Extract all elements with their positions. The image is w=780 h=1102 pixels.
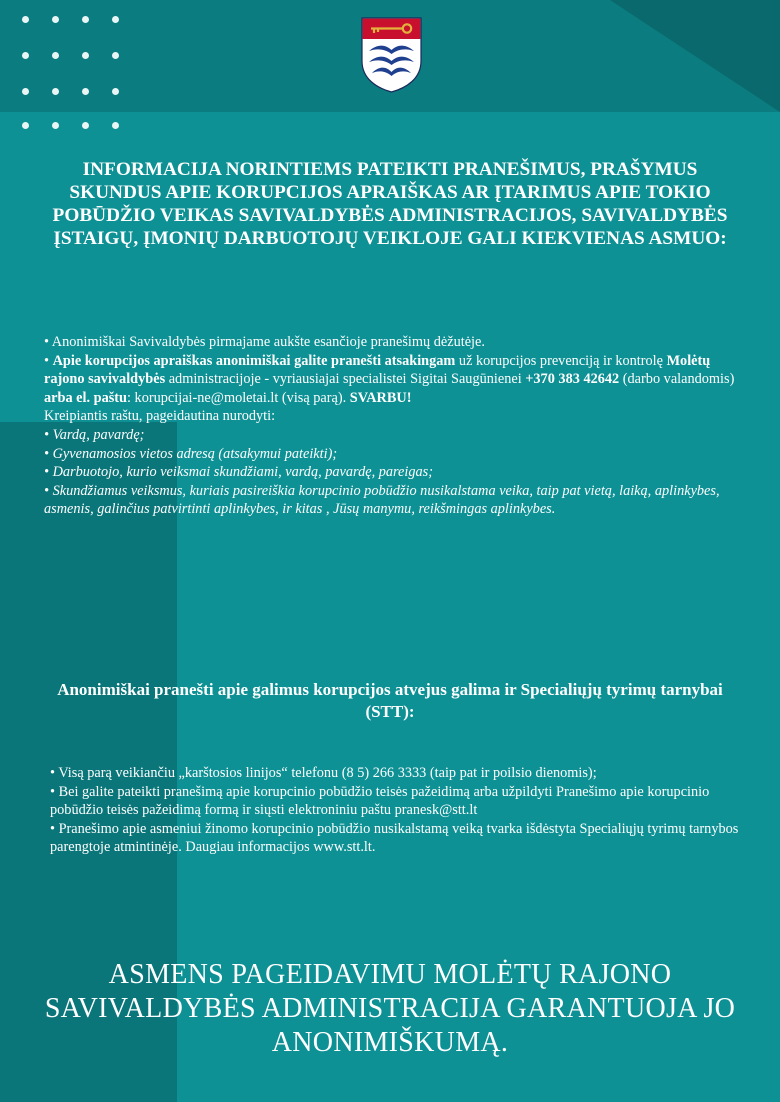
page-title: INFORMACIJA NORINTIEMS PATEIKTI PRANEŠIMUS, PRAŠYMUS SKUNDUS APIE KORUPCIJOS APRAIŠKAS AR ĮTARIMUS APIE TOKIO POBŪDŽIO VEIKAS SAVIVALDYBĖS ADMINISTRACIJOS, SAVIVALDYBĖS ĮSTAIGŲ, ĮMONIŲ DARBUOTOJŲ VEIKLOJE GALI KIEKVIENAS ASMUO: [52,159,728,249]
list-item: • Gyvenamosios vietos adresą (atsakymui pateikti); [44,445,338,462]
list-item: • Pranešimo apie asmeniui žinomo korupcinio pobūdžio nusikalstamą veiką tvarka išdėstyta Specialiųjų tyrimų tarnybos parengtoje atmintinėje. Daugiau informacijos www.stt.lt. [50,820,739,856]
stt-reporting-section [50,764,742,857]
section-heading: Anonimiškai pranešti apie galimus korupcijos atvejus galima ir Specialiųjų tyrimų tarnybai (STT): [57,680,723,721]
list-item: • Darbuotojo, kurio veiksmai skundžiami, vardą, pavardę, pareigas; [44,464,433,481]
list-item: • Bei galite pateikti pranešimą apie korupcinio pobūdžio teisės pažeidimą arba užpildyti Pranešimo apie korupcinio pobūdžio teisės pažeidimą formą ir siųsti elektroniniu paštu pranesk@stt.lt [50,783,710,819]
list-item: • Vardą, pavardę; [44,426,145,443]
dot-grid-icon [18,14,128,134]
instructions-intro: Kreipiantis raštu, pageidautina nurodyti: [44,408,276,425]
list-item: • Skundžiamus veiksmus, kuriais pasireiškia korupcinio pobūdžio nusikalstama veika, taip pat vietą, laiką, aplinkybes, asmenis, galinčius patvirtinti aplinkybes, ir kitas , Jūsų manymu, reikšmingas aplinkybes. [44,482,720,518]
local-reporting-section [44,333,742,519]
list-item: • Visą parą veikiančiu „karštosios linijos“ telefonu (8 5) 266 3333 (taip pat ir poilsio dienomis); [50,765,597,781]
anonymity-guarantee: ASMENS PAGEIDAVIMU MOLĖTŲ RAJONO SAVIVALDYBĖS ADMINISTRACIJA GARANTUOJA JO ANONIMIŠKUMĄ. [44,959,736,1058]
list-item: • Anonimiškai Savivaldybės pirmajame aukšte esančioje pranešimų dėžutėje. [44,334,485,350]
header-corner-shape [610,0,780,112]
list-item: • Apie korupcijos apraiškas anonimiškai galite pranešti atsakingam už korupcijos prevenciją ir kontrolę Molėtų rajono savivaldybės administracijoje - vyriausiajai specialistei Sigitai Saugūnienei +370 383 42642 (darbo valandomis) arba el. paštu: korupcijai-ne@moletai.lt (visą parą). SVARBU! [44,352,735,406]
moletai-coat-of-arms-icon [361,17,422,93]
